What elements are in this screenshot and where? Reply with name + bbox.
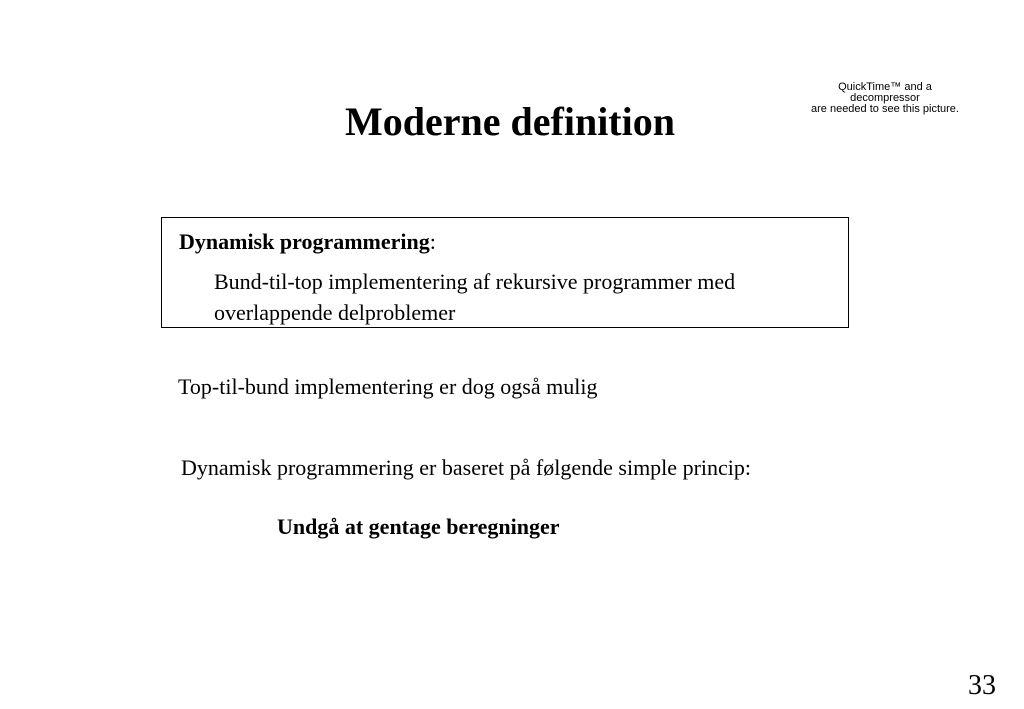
definition-box — [161, 217, 849, 328]
quicktime-line-3: are needed to see this picture. — [811, 103, 959, 115]
definition-term: Dynamisk programmering — [179, 229, 430, 254]
definition-term-suffix: : — [429, 229, 436, 254]
topdown-note: Top-til-bund implementering er dog også mulig — [178, 374, 598, 399]
definition-body — [214, 266, 844, 328]
definition-body-line-1: Bund-til-top implementering af rekursive programmer med — [214, 269, 736, 294]
definition-term-line — [179, 229, 436, 255]
principle-intro: Dynamisk programmering er baseret på følgende simple princip: — [181, 455, 751, 480]
page-number: 33 — [968, 670, 996, 701]
quicktime-line-2: decompressor — [850, 92, 920, 104]
slide-title-container — [0, 98, 1024, 146]
quicktime-line-1: QuickTime™ and a — [838, 81, 932, 93]
slide-title: Moderne definition — [345, 99, 675, 144]
principle-statement: Undgå at gentage beregninger — [277, 514, 560, 539]
definition-body-line-2: overlappende delproblemer — [214, 300, 456, 325]
